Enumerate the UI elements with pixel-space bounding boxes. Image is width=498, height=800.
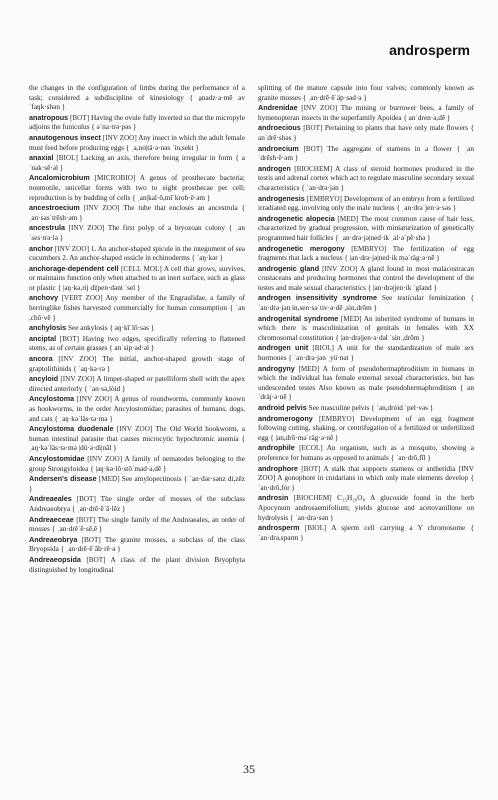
entry-definition: A class of the plant division Bryophyta distinguished by longitudinal [29,555,245,574]
entry-definition: The mining or burrower bees, a family of hymenopteran insects in the superfamily Apoidea { anˈdren·ə,dē } [258,104,474,122]
dictionary-entry [258,364,474,403]
entry-headword: androgen [258,163,291,173]
entry-field-label: [BOT] [86,555,106,564]
dictionary-entry [258,523,474,543]
entry-headword: androphile [258,443,295,453]
entry-headword: Ancylostoma duodenale [29,424,114,434]
entry-field-label: [INV ZOO] [87,454,123,463]
entry-definition: A form of pseudohermaphroditism in humans in which the individual has female external sexual characteristics, but has undescended testes Also known as male pseudohermaphroditism { anˈdräj·ə·nē } [258,364,474,402]
entry-field-label: [INV ZOO] [54,244,89,253]
dictionary-entry [29,133,245,153]
entry-definition: A gland found in most malacostracan crustaceans and producing hormones that control the development of the testes and male sexual characteristics { |an·drə|jen·ik ˈgland } [258,264,474,292]
entry-definition: Development of an egg fragment following cutting, shaking, or centrifugation of a fertilized or unfertilized egg { |an,drō·məˈräg·ə·nē } [258,414,475,442]
entry-headword: ancyloid [29,374,59,384]
dictionary-entry [258,414,474,444]
entry-field-label: [BOT] [303,144,323,153]
dictionary-entry [29,84,245,113]
entry-headword: Andreaeales [29,494,72,504]
dictionary-entry [258,103,474,123]
dictionary-entry [29,374,245,394]
entry-headword: Andersen's disease [29,474,97,484]
dictionary-entry [29,244,245,264]
entry-field-label: [BIOL] [312,344,334,353]
dictionary-entry [29,293,245,323]
entry-definition: Lacking an axis, therefore being irregular in form { aˈnak·sē·əl } [29,154,245,172]
dictionary-entry [29,153,245,173]
entry-headword: androgyny [258,363,295,373]
dictionary-entry [258,84,474,103]
entry-definition: A unit for the standardization of male sex hormones { ˈan·drə·jən ˌyü·nət } [258,344,475,363]
entry-field-label: [INV ZOO] [58,355,97,364]
entry-field-label: [INV ZOO] [76,395,112,404]
entry-definition: The granite mosses, a subclass of the class Bryopsida { ˌan·drē·ēˈāb·rē·ə } [29,535,246,554]
entry-definition: Any insect in which the adult female must feed before producing eggs { ˌa,nȯ|tä·ə·nəs ˈin,sekt } [29,133,245,152]
entry-headword: anaxial [29,153,54,163]
entry-headword: anchylosis [29,323,67,333]
dictionary-entry [258,194,474,214]
left-column [29,84,245,575]
entry-definition: A family of nematodes belonging to the group Strongyloidea { |aŋ·kə·lō·stōˈmad·ə,dē } [29,454,246,473]
entry-headword: Andreaeceae [29,514,74,524]
entry-field-label: [BOT] [303,124,323,133]
dictionary-entry [29,223,245,243]
entry-headword: androgen unit [258,343,309,353]
entry-definition: C₁₅H₂₀O₈ A glucoside found in the herb Apocynum androsaemifolium; yields glucose and acetovanillone on hydrolysis { ˈan·drə·sən } [258,494,474,522]
guide-word: androsperm [389,42,470,58]
entry-field-label: [INV ZOO] [301,104,338,113]
entry-field-label: [INV ZOO] [322,264,358,273]
entry-field-label: [CELL MOL] [121,264,162,273]
entry-field-label: [MED] [98,475,120,484]
entry-headword: andromerogony [258,413,313,423]
entry-definition: A sperm cell carrying a Y chromosome { ˈan·drə,spərm } [258,524,474,542]
entry-definition: Any member of the Engraulidae, a family of herringlike fishes harvested commercially for human consumption { ˈan ,chō·vē } [29,294,246,322]
entry-definition: A genus of prosthecate bacteria; nonmotile, unicellar forms with two to eight prosthecae per cell; reproduction is by budding of cells { ˌan|kal·ō,mīˈkrob·ē·əm } [29,174,245,202]
dictionary-entry [258,214,474,244]
entry-definition: See masculine pelvis { ˈan,drȯid ˈpel·vəs } [308,404,434,412]
dictionary-entry [29,555,245,575]
entry-headword: androgenetic merogony [258,243,345,253]
entry-headword: androsin [258,493,289,503]
entry-definition: The first polyp of a bryozoan colony { ˌanˈses·trə·lə } [29,224,246,242]
entry-headword: android pelvis [258,403,307,412]
entry-definition: Having two edges, specifically referring to flattened stems, as of certain grasses { anˈsip·əd·əl } [29,334,246,353]
entry-definition: The initial, anchor-shaped growth stage of graptolithinids { ˈaŋ·kə·rə } [29,355,245,373]
dictionary-entry [29,203,245,223]
entry-definition: See amylopectinosis { ˈan·dər·sənz di,zēz } [29,475,245,493]
dictionary-entry [29,535,245,555]
dictionary-entry [258,314,474,344]
entry-headword: anchovy [29,293,59,303]
entry-headword: Ancylostoma [29,394,75,404]
entry-headword: ancestroecium [29,203,80,213]
entry-headword: anautogenous insect [29,132,101,142]
entry-field-label: [INV ZOO] [83,204,120,213]
entry-field-label: [MICROBIO] [94,174,136,183]
entry-headword: androgenetic alopecia [258,213,335,223]
entry-field-label: [BIOCHEM] [293,494,332,503]
entry-headword: anatropous [29,112,69,122]
dictionary-entry [29,354,245,374]
entry-headword: Andreaeopsida [29,554,81,564]
entry-headword: anchor [29,243,53,253]
entry-headword: anchorage-dependent cell [29,263,119,273]
entry-field-label: [BOT] [81,535,101,544]
dictionary-entry [29,323,245,334]
entry-headword: androgen insensitivity syndrome [258,293,377,303]
dictionary-entry [29,264,245,294]
entry-headword: ancora [29,354,53,364]
entry-definition: The most common cause of hair loss, characterized by gradual progression, with miniaturization of genetically programmed hair follicles { ˌan·drə·jə|ned·ik ˌal·əˈpē·shə } [258,214,475,242]
entry-definition: An organism, such as a mosquito, showing a preference for humans as opposed to animals { ˈan·drō,fīl } [258,444,474,462]
entry-field-label: [ECOL] [299,444,323,453]
dictionary-entry [258,293,474,313]
dictionary-entry [258,244,474,264]
entry-definition: A class of steroid hormones produced in the testis and adrenal cortex which act to regulate masculine secondary sexual characteristics { ˈan·drə·jən } [258,164,474,192]
entry-headword: Ancalomicrobium [29,173,90,183]
dictionary-entry [29,334,245,354]
dictionary-entry [258,403,474,414]
entry-definition: The single order of mosses of the subclass Andreaeobrya { ˌan·drē·ēˈā·lēz } [29,495,246,513]
entry-field-label: [INV ZOO] [68,224,105,233]
entry-definition: The fertilization of egg fragments that lack a nucleus { |an·drə·jə|ned·ik məˈräg·ə·nē } [258,244,475,263]
dictionary-entry [258,123,474,143]
dictionary-entry [29,394,245,424]
entry-field-label: [VERT ZOO] [61,294,103,303]
entry-definition: A cell that grows, survives, or maintains function only when attached to an inert surface, such as glass or plastic { |aŋ·kə,rij di|pen·dənt ˈsel } [29,264,246,292]
entry-field-label: [MED] [298,364,320,373]
entry-definition: Development of an embryo from a fertilized irradiated egg, involving only the male nucleus { ˌan·drəˈjen·ə·səs } [258,194,475,213]
dictionary-entry [258,264,474,294]
entry-field-label: [BOT] [76,515,96,524]
entry-definition: splitting of the mature capsule into four valves; commonly known as granite mosses { ˌan·drē·ēˈäp·səd·ə } [258,84,474,102]
entry-headword: androsperm [258,523,300,533]
entry-definition: The Old World hookworm, a human intestinal parasite that causes microcytic hypochromic anemia { ˌaŋ·kəˈläs·tə·mə |dü·ə·di|nāl } [29,425,245,453]
entry-field-label: [INV ZOO] [102,133,137,142]
dictionary-entry [258,464,474,494]
entry-field-label: [EMBRYO] [318,414,355,423]
entry-definition: the changes in the configuration of limbs during the performance of a task; considered a subdiscipline of kinesiology { a̤naǳ·a·mē av ˈfaŋk·shən } [29,84,245,112]
entry-headword: anciptal [29,333,57,343]
entry-definition: See testicular feminization { ˈan·drə·jən in,sen·səˈtiv·ə·dē ,sin,drōm } [258,294,474,313]
entry-definition: A limpet-shaped or patelliform shell with the apex directed anteriorly { ˈan·sə,lȯid } [29,375,245,393]
dictionary-entry [29,474,245,494]
entry-definition: See ankylosis { aŋ·kīˈlō·səs } [67,324,155,333]
entry-field-label: [BOT] [76,495,96,504]
entry-headword: androgenic gland [258,263,320,273]
entry-definition: The tube that encloses an ancestrula { ˌan·sasˈtrēsh·əm } [29,204,245,222]
entry-definition: The single family of the Andreaeales, an order of mosses { ˌan·drēˈē·sē,ē } [29,515,245,534]
entry-field-label: [INV ZOO] [60,375,95,384]
entry-headword: Andrenidae [258,103,298,113]
entry-headword: androecium [258,143,299,153]
entry-field-label: [BOT] [69,113,90,122]
dictionary-entry [258,343,474,363]
entry-definition: 1. An anchor-shaped spicule in the integument of sea cucumbers 2. An anchor-shaped ossicle in echinoderms { ˈaŋ·kər } [29,244,246,263]
entry-definition: A stalk that supports stamens or antheridia [INV ZOO] A gonophore in cnidarians in which only male elements develop { ˈan·drō,fȯr } [258,464,475,492]
dictionary-entry [29,454,245,474]
dictionary-entry [258,164,474,194]
entry-field-label: [BIOL] [304,524,327,533]
dictionary-entry [29,494,245,514]
dictionary-entry [29,515,245,535]
dictionary-entry [29,113,245,133]
entry-field-label: [EMBRYO] [306,194,342,203]
dictionary-entry [258,443,474,463]
dictionary-entry [258,493,474,523]
entry-headword: androgenesis [258,193,305,203]
entry-headword: ancestrula [29,223,65,233]
entry-headword: Andreaeobrya [29,534,78,544]
entry-headword: Ancylostomidae [29,453,85,463]
right-column [258,84,474,543]
entry-headword: androecious [258,123,301,133]
entry-field-label: [EMBRYO] [351,244,387,253]
entry-field-label: [BOT] [301,464,321,473]
dictionary-entry [29,424,245,454]
entry-headword: androphore [258,463,298,473]
entry-field-label: [MED] [340,314,362,323]
entry-field-label: [INV ZOO] [116,425,153,434]
entry-definition: Pertaining to plants that have only male flowers { anˈdrē·shəs } [258,124,475,142]
page-number: 35 [243,762,255,776]
entry-field-label: [BOT] [59,334,80,343]
entry-field-label: [BIOCHEM] [294,164,333,173]
entry-definition: The aggregate of stamens in a flower { ˌanˈdrēsh·ē·əm } [258,144,475,163]
entry-field-label: [BIOL] [56,154,78,163]
entry-field-label: [MED] [337,214,359,223]
entry-definition: Having the ovule fully inverted so that the micropyle adjoins the funiculus { əˈna·trə·pəs } [29,113,246,132]
entry-definition: A genus of roundworms, commonly known as hookworms, in the order Ancylostomidae; parasites of humans, dogs, and cats { ˌaŋ·kəˈläs·tə·mə } [29,395,245,423]
entry-headword: androgenital syndrome [258,313,339,323]
dictionary-entry [258,144,474,164]
entry-definition: An inherited syndrome of humans in which there is masculinization of genitals in females with XX chromosomal constitution { |an·drə|jen·ə·dəl ˈsin ,drōm } [258,314,474,342]
dictionary-entry [29,173,245,203]
